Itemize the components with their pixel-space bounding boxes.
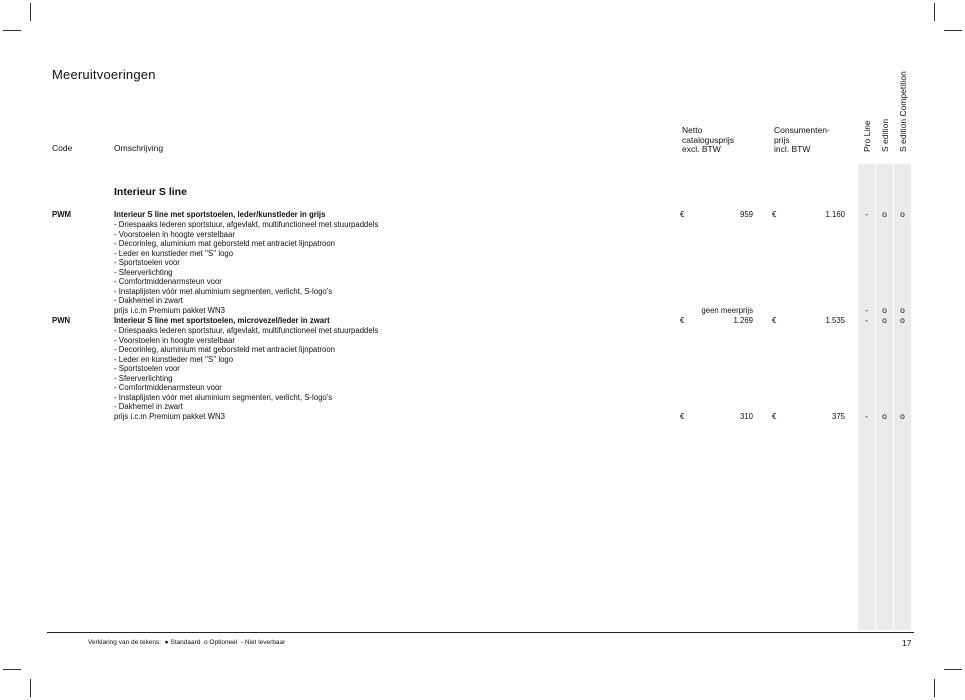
mark-s-edition-competition: o	[900, 305, 905, 315]
row-title: Interieur S line met sportstoelen, leder/kunstleder in grijs	[114, 210, 326, 219]
consument-price: 1.160	[825, 210, 845, 219]
sub-price-label: prijs i.c.m Premium pakket WN3	[114, 412, 225, 421]
page-number: 17	[902, 638, 912, 648]
netto-price: 1.269	[733, 316, 753, 325]
crop-mark	[3, 669, 21, 670]
footer-rule	[47, 632, 914, 633]
header-omschrijving: Omschrijving	[114, 143, 164, 153]
column-shade-s-edition-competition	[894, 164, 911, 630]
feature-line: - Instaplijsten vóór met aluminium segmenten, verlicht, S-logo's	[114, 286, 333, 296]
crop-mark	[944, 30, 962, 31]
feature-line: - Decorinleg, aluminium mat geborsteld met antraciet lijnpatroon	[114, 239, 336, 248]
header-netto: Netto catalogusprijs excl. BTW	[682, 125, 734, 154]
mark-pro-line: -	[865, 305, 868, 315]
feature-line: - Sfeerverlichting	[114, 373, 173, 383]
page-title: Meeruitvoeringen	[52, 67, 156, 82]
crop-mark	[934, 679, 935, 697]
feature-line: - Leder en kunstleder met ''S'' logo	[114, 354, 234, 364]
row-code: PWM	[52, 210, 72, 219]
currency-symbol: €	[772, 210, 777, 219]
feature-line: - Dakhemel in zwart	[114, 402, 183, 411]
legend-optioneel: o Optioneel	[203, 639, 238, 646]
feature-line: - Sfeerverlichting	[114, 267, 173, 277]
feature-line: - Sportstoelen voor	[114, 364, 180, 373]
consument-price: 1.535	[825, 316, 845, 325]
crop-mark	[944, 669, 962, 670]
legend-niet-leverbaar: - Niet leverbaar	[240, 639, 286, 646]
currency-symbol: €	[680, 210, 685, 219]
mark-pro-line: -	[865, 411, 868, 421]
mark-pro-line: -	[865, 315, 868, 325]
legend-standaard: ● Standaard	[164, 639, 201, 646]
row-title: Interieur S line met sportstoelen, microvezel/leder in zwart	[114, 316, 330, 325]
mark-s-edition: o	[882, 411, 887, 421]
feature-line: - Decorinleg, aluminium mat geborsteld met antraciet lijnpatroon	[114, 345, 336, 354]
sub-price-note: geen meerprijs	[701, 306, 753, 315]
sub-netto-price: 310	[739, 412, 753, 421]
mark-s-edition-competition: o	[900, 209, 905, 219]
feature-line: - Sportstoelen voor	[114, 258, 180, 267]
mark-s-edition-competition: o	[900, 411, 905, 421]
row-code: PWN	[52, 316, 71, 325]
header-code: Code	[52, 143, 73, 153]
column-shade-pro-line	[858, 164, 875, 630]
crop-mark	[3, 30, 21, 31]
crop-mark	[30, 679, 31, 697]
mark-s-edition-competition: o	[900, 315, 905, 325]
currency-symbol: €	[680, 316, 685, 325]
crop-mark	[934, 3, 935, 21]
sub-price-label: prijs i.c.m Premium pakket WN3	[114, 306, 225, 315]
mark-s-edition: o	[882, 315, 887, 325]
currency-symbol: €	[772, 412, 777, 421]
header-consumentenprijs: Consumenten- prijs incl. BTW	[774, 125, 830, 154]
section-heading: Interieur S line	[114, 186, 187, 198]
currency-symbol: €	[680, 412, 685, 421]
sub-consument-price: 375	[831, 412, 845, 421]
mark-s-edition: o	[882, 209, 887, 219]
feature-line: - Instaplijsten vóór met aluminium segmenten, verlicht, S-logo's	[114, 392, 333, 402]
header-pro-line: Pro Line	[862, 120, 872, 152]
header-s-edition: S edition	[880, 118, 890, 152]
netto-price: 959	[739, 210, 753, 219]
feature-line: - Voorstoelen in hoogte verstelbaar	[114, 335, 235, 345]
feature-line: - Dakhemel in zwart	[114, 296, 183, 305]
crop-mark	[30, 3, 31, 21]
feature-line: - Leder en kunstleder met ''S'' logo	[114, 248, 234, 258]
legend: Verklaring van de tekens: ● Standaard o Optioneel - Niet leverbaar	[88, 639, 286, 646]
mark-pro-line: -	[865, 209, 868, 219]
header-s-edition-competition: S edition Competition	[898, 71, 908, 152]
feature-line: - Driespaaks lederen sportstuur, afgevlakt, multifunctioneel met stuurpaddels	[114, 326, 379, 335]
feature-line: - Voorstoelen in hoogte verstelbaar	[114, 229, 235, 239]
mark-s-edition: o	[882, 305, 887, 315]
column-shade-s-edition	[876, 164, 893, 630]
currency-symbol: €	[772, 316, 777, 325]
feature-line: - Driespaaks lederen sportstuur, afgevlakt, multifunctioneel met stuurpaddels	[114, 220, 379, 229]
feature-line: - Comfortmiddenarmsteun voor	[114, 383, 222, 392]
feature-line: - Comfortmiddenarmsteun voor	[114, 277, 222, 286]
